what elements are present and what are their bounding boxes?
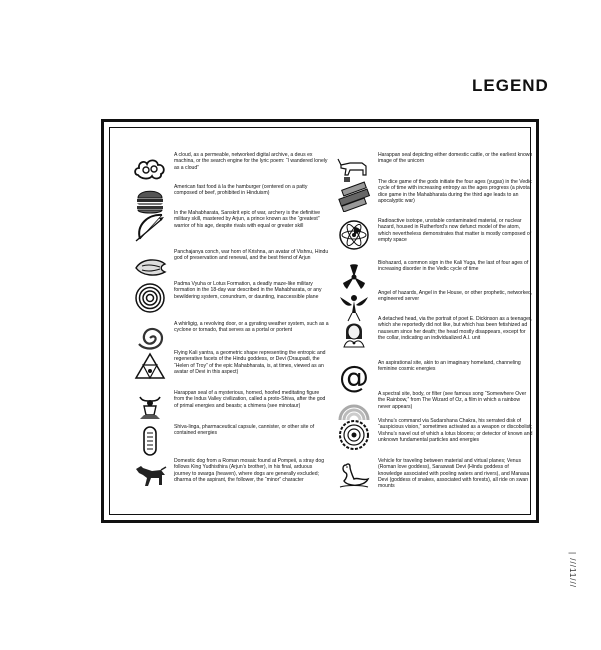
legend-entry bbox=[130, 458, 330, 492]
entry-text: A spectral site, body, or filter (see famous song “Somewhere Over the Rainbow,” from The Wizard of Oz, a film in which a rainbow never appears) bbox=[378, 391, 527, 410]
entry-text: A detached head, via the portrait of poet E. Dickinson as a teenager, which she reportedly did not like, but which has been fetishized ad nauseum since her death; the head mostly disappears, except for the collar, indicating an individualized A.I. unit bbox=[378, 316, 532, 341]
entry-text: The dice game of the gods initiate the four ages (yugas) in the Vedic cycle of time with increasing entropy as the ages progress (a pivotal dice game in the Mahabharata during the third age leads to an apocalyptic war) bbox=[378, 179, 532, 204]
entry-text: An aspirational site, akin to an imaginary homeland, channeling feminine cosmic energies bbox=[378, 360, 521, 373]
horned-figure-icon bbox=[130, 390, 170, 424]
legend-entry bbox=[130, 281, 330, 315]
atom-icon bbox=[334, 218, 374, 252]
entry-text: American fast food à la the hamburger (centered on a patty composed of beef, prohibited in Hinduism) bbox=[174, 184, 308, 197]
entry-text: A whirligig, a revolving door, or a gyrating weather system, such as a cyclone or tornado, that serves as a portal or portent bbox=[174, 321, 329, 334]
portrait-icon bbox=[334, 316, 374, 350]
svg-text:@: @ bbox=[339, 361, 369, 393]
legend-entry bbox=[334, 458, 534, 492]
entry-text: Angel of hazards, Angel in the House, or other prophetic, networked, engineered server bbox=[378, 290, 533, 303]
conch-icon bbox=[130, 249, 170, 283]
entry-text: Flying Kali yantra, a geometric shape representing the entropic and regenerative facets of the Hindu goddess, or Devi (Draupadi, the “Helen of Troy” of the epic Mahabharata, is, at times, viewed as an avatar of Devi in this aspect) bbox=[174, 350, 326, 375]
legend-entry bbox=[130, 350, 330, 384]
legend-entry bbox=[334, 316, 534, 350]
legend-entry bbox=[130, 390, 330, 424]
legend-entry bbox=[334, 260, 534, 294]
entry-text: Shiva-linga, pharmaceutical capsule, cannister, or other site of contained energies bbox=[174, 424, 315, 437]
entry-text: Domestic dog from a Roman mosaic found at Pompeii, a stray dog follows King Yudhisthira (Arjun’s brother), in his final, arduous journey to swarga (heaven), where dogs are generally excluded; dharma of the aspirant, the follower, the “minor” character bbox=[174, 458, 325, 483]
legend-entry bbox=[334, 179, 534, 213]
entry-text: Vehicle for traveling between material and virtual planes; Venus (Roman love goddess), Saraswati Devi (Hindu goddess of knowledge associated with pooling waters and rivers), and Manasa Devi (goddess of snakes, associated with forests), all ride on swan mounts bbox=[378, 458, 530, 490]
at-sign-icon bbox=[334, 360, 374, 394]
dice-icon bbox=[334, 179, 374, 213]
spiral-maze-icon bbox=[130, 281, 170, 315]
entry-text: Biohazard, a common sign in the Kali Yuga, the last of four ages of increasing disorder in the Vedic cycle of time bbox=[378, 260, 529, 273]
entry-text: Radioactive isotope, unstable contaminated material, or nuclear hazard, housed in Rutherford’s now defunct model of the atom, which nevertheless demonstrates that matter is mostly composed of empty space bbox=[378, 218, 532, 243]
legend-entry bbox=[130, 210, 330, 244]
legend-entry bbox=[334, 360, 534, 394]
biohazard-icon bbox=[334, 260, 374, 294]
entry-text: Harappan seal depicting either domestic cattle, or the earliest known image of the unicorn bbox=[378, 152, 533, 165]
shiva-linga-icon bbox=[130, 424, 170, 458]
page-title: LEGEND bbox=[472, 76, 549, 95]
cloud-icon bbox=[130, 152, 170, 186]
swan-icon bbox=[334, 458, 374, 492]
legend-entry bbox=[334, 218, 534, 252]
entry-text: Harappan seal of a mysterious, horned, hoofed meditating figure from the Indus Valley civilization, called a proto-Shiva, after the god of primal energies and beasts; a chimera (see minotaur) bbox=[174, 390, 326, 409]
legend-entry bbox=[130, 424, 330, 458]
legend-entry bbox=[130, 152, 330, 186]
entry-text: Padma Vyuha or Lotus Formation, a deadly maze-like military formation in the 18-day war described in the Mahabharata, or any bewildering system, conundrum, or daunting, inaccessible plane bbox=[174, 281, 322, 300]
legend-frame bbox=[101, 119, 539, 523]
kali-yantra-icon bbox=[130, 350, 170, 384]
entry-text: Panchajanya conch, war horn of Krishna, an avatar of Vishnu, Hindu god of preservation and renewal, and the best friend of Arjun bbox=[174, 249, 329, 262]
dog-icon bbox=[130, 458, 170, 492]
legend-entry bbox=[130, 249, 330, 283]
entry-text: Vishnu’s command via Sudarshana Chakra, his serrated disk of “auspicious vision,” sometimes activated as a weapon or discobolist; Vishnu’s navel out of which a lotus blooms; or detector of known and unknown fundamental particles and energies bbox=[378, 418, 533, 443]
entry-text: A cloud, as a permeable, networked digital archive, a deus ex machina, or the search engine for the lyric poem: “I wandered lonely as a cloud” bbox=[174, 152, 328, 171]
entry-text: In the Mahabharata, Sanskrit epic of war, archery is the definitive military skill, mastered by Arjun, a prince known as the “greatest” warrior of his age, despite rivals with equal or greater skill bbox=[174, 210, 321, 229]
page-number: | ///11/// bbox=[568, 552, 577, 588]
sudarshana-chakra-icon bbox=[334, 418, 374, 452]
bow-arrow-icon bbox=[130, 210, 170, 244]
legend-entry bbox=[334, 418, 534, 452]
